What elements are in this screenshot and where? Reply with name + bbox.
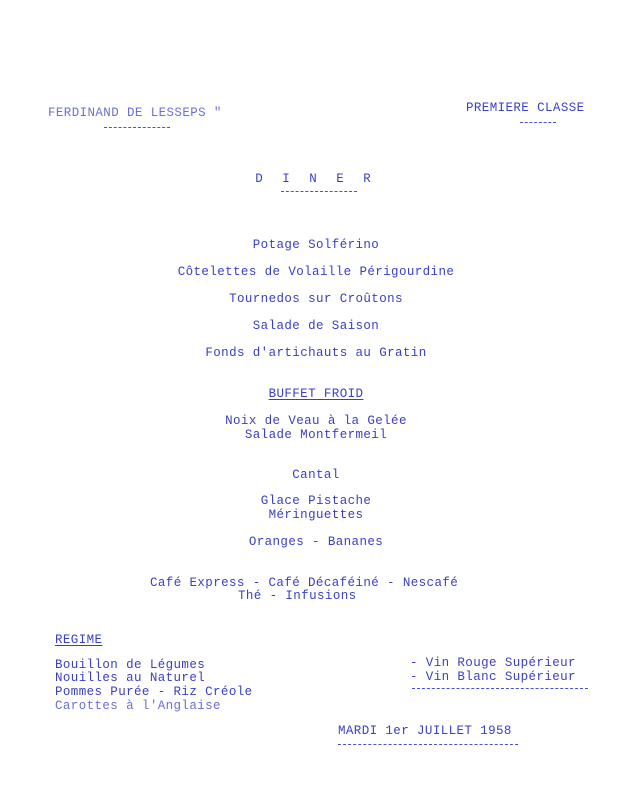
class-label-underline	[520, 122, 556, 123]
regime-item: Nouilles au Naturel	[55, 671, 206, 685]
ship-name-underline	[104, 127, 170, 128]
menu-date-underline	[338, 744, 518, 745]
dessert-item: Glace Pistache	[260, 494, 372, 508]
regime-heading: REGIME	[55, 633, 103, 647]
regime-item: Carottes à l'Anglaise	[55, 699, 221, 713]
ship-name: FERDINAND DE LESSEPS "	[48, 106, 222, 120]
class-label: PREMIERE CLASSE	[466, 101, 585, 115]
menu-date: MARDI 1er JUILLET 1958	[338, 724, 512, 738]
menu-title: D I N E R	[255, 172, 377, 186]
drink-item: Café Express - Café Décaféiné - Nescafé	[150, 576, 459, 590]
buffet-heading: BUFFET FROID	[268, 387, 364, 401]
wine-item: - Vin Blanc Supérieur	[410, 670, 576, 684]
dessert-item: Méringuettes	[268, 508, 364, 522]
fruit-item: Oranges - Bananes	[248, 535, 384, 549]
course-item: Tournedos sur Croûtons	[229, 292, 403, 306]
course-item: Fonds d'artichauts au Gratin	[205, 346, 427, 360]
wine-underline	[412, 688, 588, 689]
course-item: Potage Solférino	[252, 238, 380, 252]
course-item: Salade de Saison	[252, 319, 380, 333]
wine-item: - Vin Rouge Supérieur	[410, 656, 576, 670]
drink-item: Thé - Infusions	[238, 589, 357, 603]
menu-title-underline	[281, 191, 357, 192]
buffet-item: Salade Montfermeil	[244, 428, 388, 442]
regime-item: Pommes Purée - Riz Créole	[55, 685, 253, 699]
regime-item: Bouillon de Légumes	[55, 658, 206, 672]
cheese-item: Cantal	[292, 468, 340, 482]
buffet-item: Noix de Veau à la Gelée	[225, 414, 407, 428]
course-item: Côtelettes de Volaille Périgourdine	[177, 265, 455, 279]
